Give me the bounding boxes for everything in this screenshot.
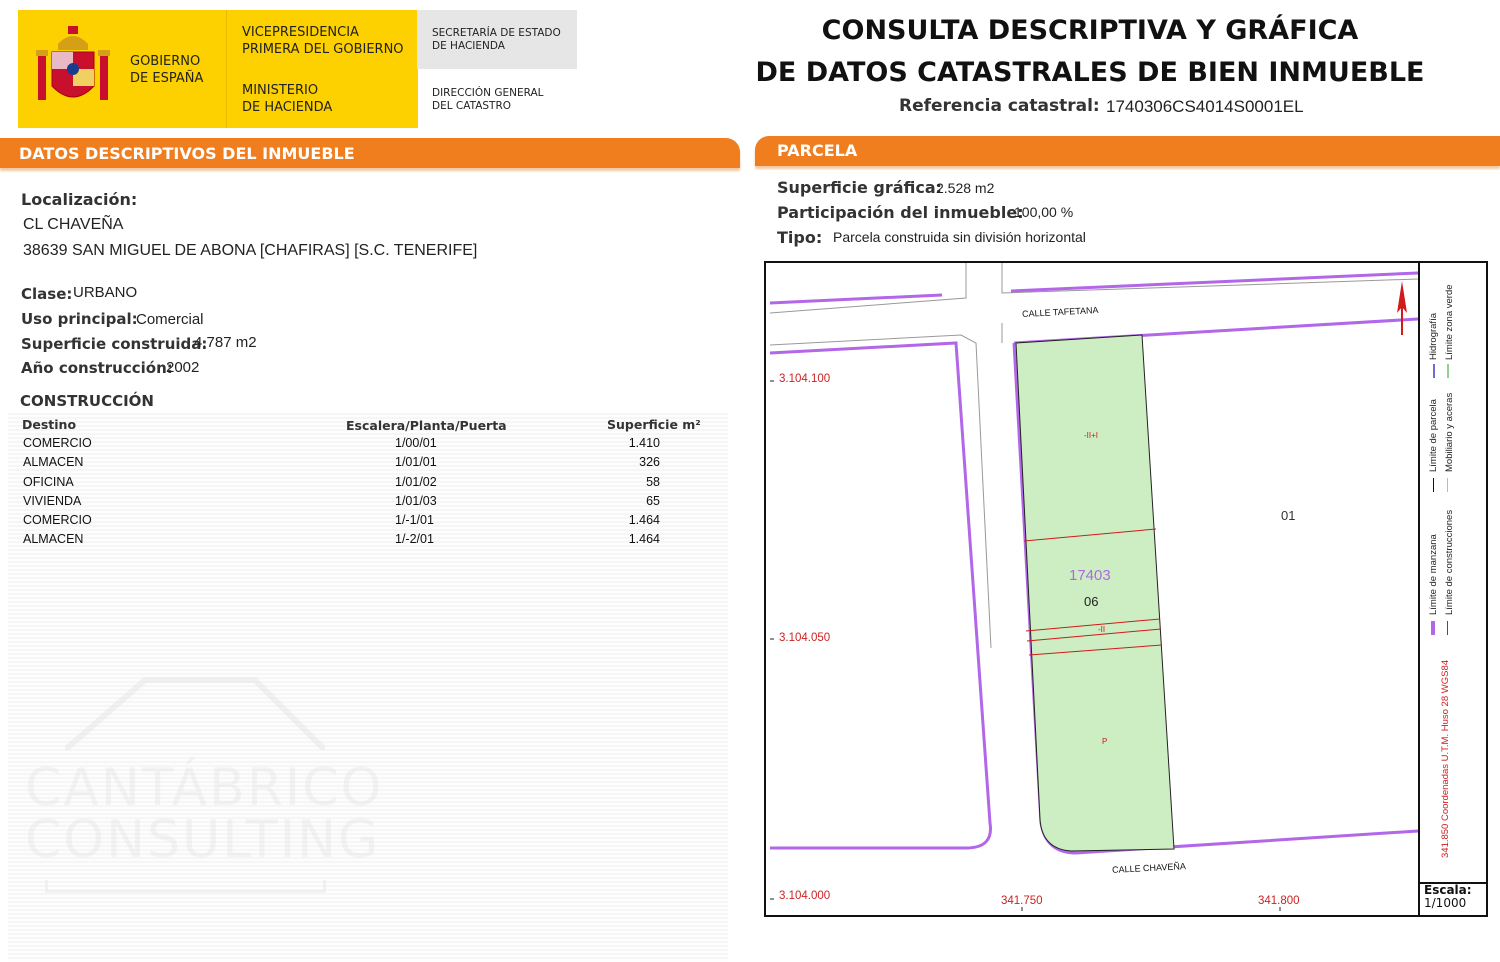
- secretaria-block: [417, 10, 577, 69]
- legend-hidrografia: Hidrografía: [1428, 313, 1439, 360]
- legend-swatch-zona-verde: [1447, 364, 1449, 378]
- legend-swatch-hidrografia: [1433, 364, 1435, 378]
- legend-manzana: Límite de manzana: [1428, 534, 1439, 615]
- legend-swatch-mobiliario: [1447, 478, 1448, 492]
- cell-escalera: 1/01/03: [395, 494, 437, 508]
- ministerio-text: MINISTERIO DE HACIENDA: [242, 83, 333, 115]
- cadastral-map[interactable]: [764, 261, 1488, 917]
- construccion-title: CONSTRUCCIÓN: [20, 392, 154, 410]
- participacion-value: 100,00 %: [1014, 204, 1074, 220]
- cell-escalera: 1/00/01: [395, 436, 437, 450]
- x-label: 341.800: [1258, 895, 1300, 907]
- x-label: 341.750: [1001, 895, 1043, 907]
- superficie-grafica-label: Superficie gráfica:: [777, 178, 943, 197]
- floor-mark: -II+I: [1084, 431, 1099, 440]
- legend-swatch-manzana: [1431, 621, 1435, 635]
- superficie-grafica-value: 2.528 m2: [936, 180, 995, 196]
- page-title: CONSULTA DESCRIPTIVA Y GRÁFICA DE DATOS CATASTRALES DE BIEN INMUEBLE: [755, 15, 1425, 88]
- address-line2: 38639 SAN MIGUEL DE ABONA [CHAFIRAS] [S.C. TENERIFE]: [23, 242, 478, 259]
- datos-descriptivos-bar: [0, 138, 740, 168]
- direccion-text: DIRECCIÓN GENERAL DEL CATASTRO: [432, 87, 544, 112]
- floor-mark: P: [1102, 737, 1108, 746]
- watermark-underline: [45, 880, 326, 893]
- header-escalera: Escalera/Planta/Puerta: [346, 418, 507, 433]
- uso-label: Uso principal:: [21, 310, 138, 328]
- parcela-title: PARCELA: [777, 141, 858, 160]
- parcel-sub: 06: [1084, 594, 1099, 609]
- gobierno-logo-block: [18, 10, 226, 128]
- escala-label: Escala:: [1424, 883, 1472, 897]
- anio-label: Año construcción:: [21, 359, 173, 377]
- parcela-bar: [755, 136, 1500, 166]
- cell-destino: ALMACEN: [23, 532, 84, 546]
- legend-swatch-parcela: [1433, 478, 1434, 492]
- gobierno-text: GOBIERNO DE ESPAÑA: [130, 54, 204, 86]
- cell-escalera: 1/01/02: [395, 475, 437, 489]
- clase-label: Clase:: [21, 285, 73, 303]
- neighbor-parcel: 01: [1281, 508, 1296, 523]
- cell-destino: COMERCIO: [23, 436, 92, 450]
- cell-destino: VIVIENDA: [23, 494, 82, 508]
- cell-destino: OFICINA: [23, 475, 74, 489]
- cell-superficie: 326: [639, 455, 660, 469]
- house-outline-icon: [65, 670, 325, 750]
- street-bottom-label: CALLE CHAVEÑA: [1111, 861, 1187, 875]
- watermark: [25, 670, 385, 950]
- vicepresidencia-text: VICEPRESIDENCIA PRIMERA DEL GOBIERNO: [242, 25, 404, 57]
- legend-swatch-construcciones: [1447, 621, 1448, 635]
- header-destino: Destino: [22, 417, 77, 432]
- cell-superficie: 58: [646, 475, 660, 489]
- superficie-value: 4.787 m2: [194, 334, 257, 351]
- cell-superficie: 1.410: [628, 436, 660, 450]
- cell-destino: COMERCIO: [23, 513, 92, 527]
- y-label: 3.104.100: [779, 373, 831, 385]
- legend-zona-verde: Límite zona verde: [1444, 284, 1455, 360]
- floor-mark: -II: [1098, 625, 1106, 634]
- cell-superficie: 1.464: [628, 532, 660, 546]
- legend-parcela: Límite de parcela: [1428, 399, 1439, 472]
- watermark-line1: CANTÁBRICO: [25, 758, 384, 818]
- address-line1: CL CHAVEÑA: [23, 216, 124, 233]
- cell-escalera: 1/01/01: [395, 455, 437, 469]
- parcel-number: 17403: [1069, 567, 1111, 584]
- tipo-label: Tipo:: [777, 228, 823, 247]
- datos-descriptivos-title: DATOS DESCRIPTIVOS DEL INMUEBLE: [19, 144, 355, 163]
- legend-divider: [1418, 263, 1420, 915]
- legend-mobiliario: Mobiliario y aceras: [1444, 392, 1455, 472]
- superficie-label: Superficie construida:: [21, 335, 208, 353]
- uso-value: Comercial: [136, 311, 204, 328]
- tipo-value: Parcela construida sin división horizontal: [833, 229, 1086, 245]
- referencia-label: Referencia catastral:: [899, 96, 1100, 116]
- clase-value: URBANO: [73, 284, 138, 301]
- cell-escalera: 1/-2/01: [395, 532, 434, 546]
- escala-value: 1/1000: [1424, 896, 1467, 910]
- cell-destino: ALMACEN: [23, 455, 84, 469]
- coordinate-note: 341.850 Coordenadas U.T.M. Huso 28 WGS84: [1440, 659, 1451, 858]
- vicepresidencia-block: [226, 10, 418, 128]
- secretaria-text: SECRETARÍA DE ESTADO DE HACIENDA: [432, 27, 561, 52]
- escala-box: [1420, 882, 1488, 917]
- anio-value: 2002: [166, 359, 200, 376]
- cell-escalera: 1/-1/01: [395, 513, 434, 527]
- watermark-line2: CONSULTING: [25, 810, 381, 870]
- street-top-label: CALLE TAFETANA: [1021, 305, 1099, 319]
- referencia-value: 1740306CS4014S0001EL: [1106, 97, 1304, 116]
- participacion-label: Participación del inmueble:: [777, 203, 1024, 222]
- legend-construcciones: Límite de construcciones: [1444, 509, 1455, 615]
- y-label: 3.104.050: [779, 632, 831, 644]
- cell-superficie: 65: [646, 494, 660, 508]
- y-label: 3.104.000: [779, 890, 831, 902]
- cell-superficie: 1.464: [628, 513, 660, 527]
- localizacion-label: Localización:: [21, 190, 138, 209]
- coat-of-arms-icon: [32, 24, 114, 112]
- map-drawing: [766, 263, 1420, 915]
- header-superficie: Superficie m²: [607, 417, 701, 432]
